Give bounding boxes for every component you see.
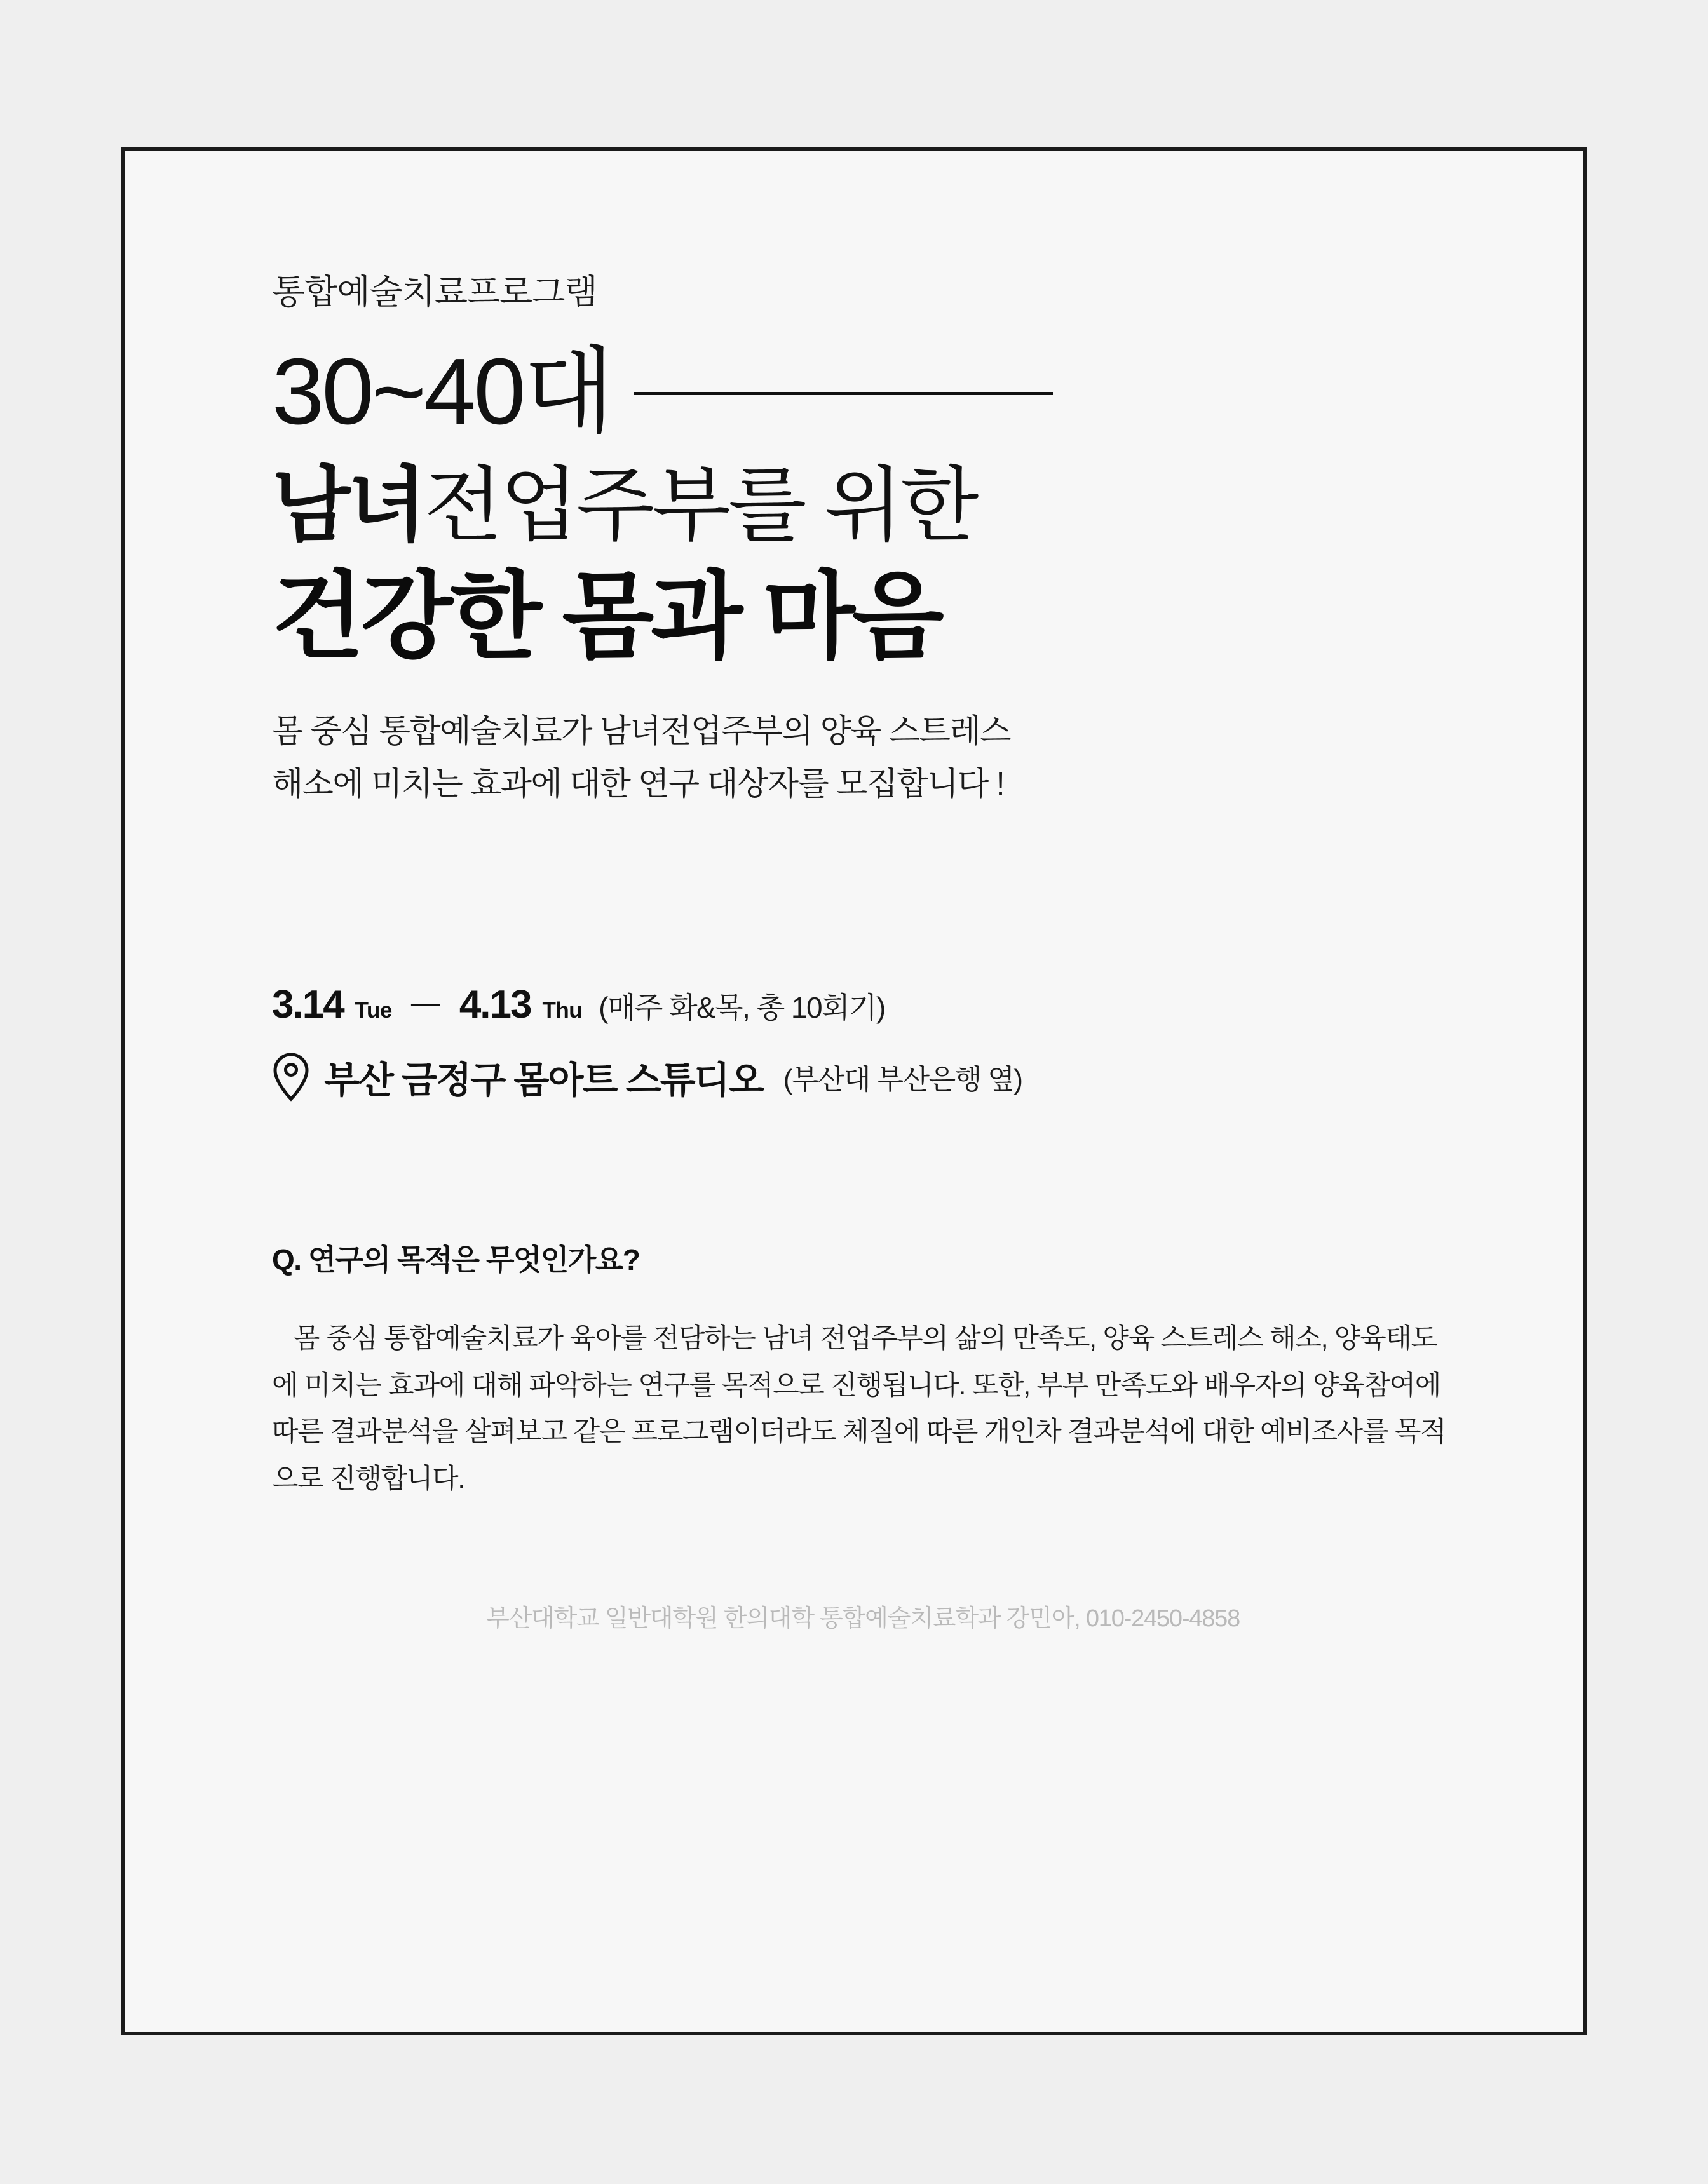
map-pin-icon — [272, 1052, 310, 1102]
headline-line-3: 건강한 몸과 마음 — [272, 563, 941, 670]
lead-line-1: 몸 중심 통합예술치료가 남녀전업주부의 양육 스트레스 — [272, 713, 1010, 750]
qa-block — [272, 1237, 1469, 1504]
location-name: 부산 금정구 몸아트 스튜디오 — [324, 1059, 763, 1101]
headline-rule — [634, 392, 1053, 395]
poster-frame — [121, 147, 1587, 2035]
program-eyebrow: 통합예술치료프로그램 — [272, 273, 597, 311]
headline-emphasis: 남녀 — [272, 460, 424, 551]
end-day-of-week: Thu — [542, 997, 583, 1023]
start-day-of-week: Tue — [355, 997, 392, 1023]
qa-answer: 몸 중심 통합예술치료가 육아를 전담하는 남녀 전업주부의 삶의 만족도, 양육 스트레스 해소, 양육태도에 미치는 효과에 대해 파악하는 연구를 목적으로 진행됩니다. 또한, 부부 만족도와 배우자의 양육참여에 따른 결과분석을 살펴보고 같은 프로그램이더라도 체질에 따른 개인차 결과분석에 대한 예비조사를 목적으로 진행합니다. — [272, 1323, 1446, 1495]
headline-line-2-rest: 전업주부를 위한 — [424, 460, 977, 551]
end-date: 4.13 — [459, 982, 531, 1027]
location-row — [272, 1050, 1469, 1103]
headline-line-2 — [272, 456, 1469, 555]
start-date: 3.14 — [272, 982, 344, 1027]
date-range-row — [272, 982, 1469, 1027]
headline-line-1 — [272, 339, 1469, 444]
location-landmark: (부산대 부산은행 옆) — [783, 1063, 1022, 1095]
lead-paragraph — [272, 705, 1469, 810]
lead-line-2: 해소에 미치는 효과에 대한 연구 대상자를 모집합니다 ! — [272, 765, 1005, 802]
date-range-dash: — — [410, 985, 440, 1019]
headline-age-range: 30~40대 — [272, 339, 612, 444]
session-note: (매주 화&목, 총 10회기) — [599, 990, 885, 1024]
contact-footer: 부산대학교 일반대학원 한의대학 통합예술치료학과 강민아, 010-2450-4858 — [485, 1605, 1240, 1633]
schedule-block — [272, 982, 1469, 1103]
qa-question: Q. 연구의 목적은 무엇인가요? — [272, 1243, 640, 1276]
poster-content — [272, 272, 1469, 1633]
